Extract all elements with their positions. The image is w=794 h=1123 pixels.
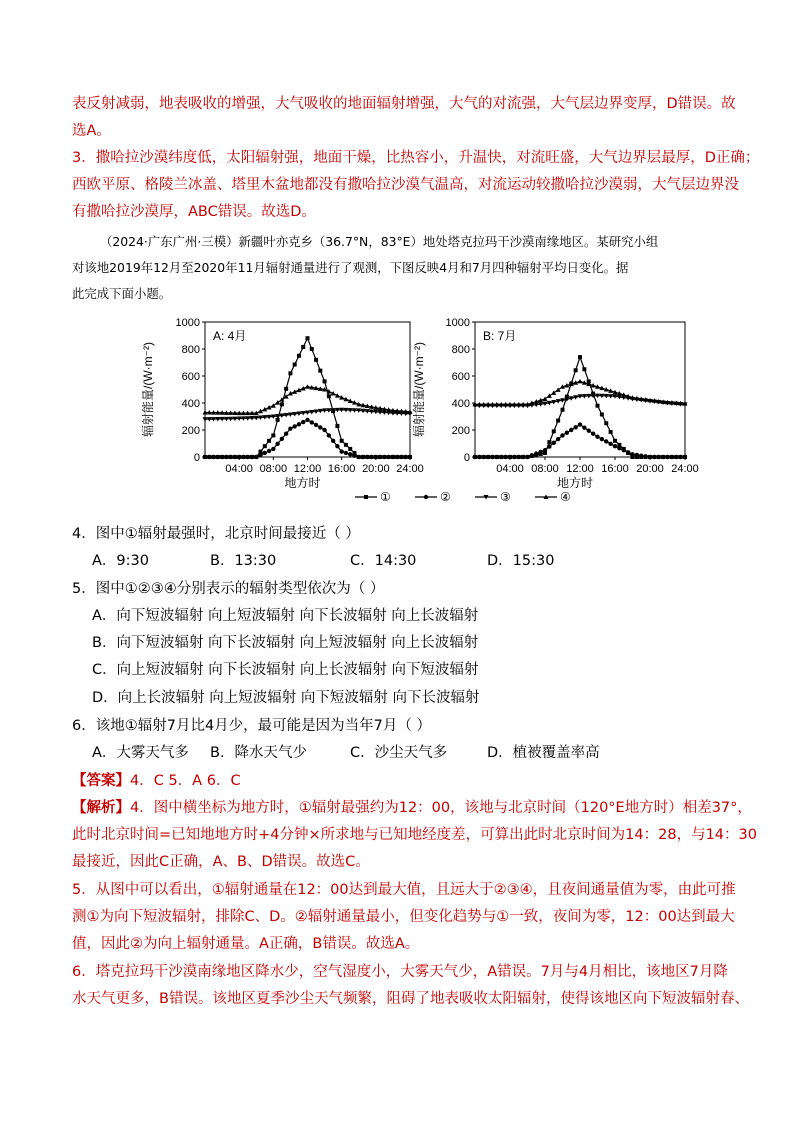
series-point-2 xyxy=(374,455,378,459)
q5-option-b[interactable]: B．向下短波辐射 向下长波辐射 向上短波辐射 向上长波辐射 xyxy=(92,635,479,651)
series-point-1 xyxy=(600,412,604,416)
series-point-2 xyxy=(525,455,529,459)
series-point-2 xyxy=(216,455,220,459)
series-point-2 xyxy=(228,455,232,459)
x-tick-label: 12:00 xyxy=(293,463,322,475)
series-point-2 xyxy=(395,455,399,459)
series-point-1 xyxy=(318,369,322,373)
series-point-2 xyxy=(331,439,335,443)
series-point-1 xyxy=(327,394,331,398)
x-tick-label: 08:00 xyxy=(531,463,559,475)
analysis-line: 选A。 xyxy=(72,123,111,139)
series-point-2 xyxy=(335,444,339,448)
x-tick-label: 24:00 xyxy=(396,463,424,475)
series-point-1 xyxy=(310,347,314,351)
analysis-line: 水天气更多，B错误。该地区夏季沙尘天气频繁，阻碍了地表吸收太阳辐射，使得该地区向下短波辐射春、 xyxy=(72,991,749,1007)
series-point-2 xyxy=(207,455,211,459)
series-point-2 xyxy=(250,455,254,459)
series-point-2 xyxy=(271,447,275,451)
series-point-2 xyxy=(399,455,403,459)
series-point-2 xyxy=(617,446,621,450)
y-tick-label: 600 xyxy=(181,371,200,383)
legend-label: ③ xyxy=(500,490,511,504)
series-point-2 xyxy=(237,455,241,459)
series-point-1 xyxy=(609,430,613,434)
series-point-2 xyxy=(310,420,314,424)
series-point-2 xyxy=(408,455,412,459)
series-point-2 xyxy=(490,455,494,459)
series-point-2 xyxy=(203,455,207,459)
intro-line: 此完成下面小题。 xyxy=(72,286,172,301)
radiation-charts xyxy=(140,312,700,512)
analysis-line: 3．撒哈拉沙漠纬度低，太阳辐射强，地面干燥，比热容小，升温快，对流旺盛，大气边界层最厚，D正确； xyxy=(72,150,760,166)
series-point-2 xyxy=(547,444,551,448)
analysis-line: 5．从图中可以看出，①辐射通量在12：00达到最大值，且远大于②③④，且夜间通量值为零，由此可推 xyxy=(72,882,736,898)
series-point-2 xyxy=(288,426,292,430)
series-point-2 xyxy=(305,418,309,422)
series-point-2 xyxy=(322,428,326,432)
series-point-1 xyxy=(306,336,310,340)
y-tick-label: 600 xyxy=(451,371,470,383)
question-6-stem: 6．该地①辐射7月比4月少，最可能是因为当年7月（ ） xyxy=(72,718,432,734)
chart-title: A: 4月 xyxy=(213,329,247,343)
series-line-2 xyxy=(475,425,685,457)
intro-line: 对该地2019年12月至2020年11月辐射通量进行了观测，下图反映4月和7月四种辐射平均日变化。据 xyxy=(72,260,629,275)
series-point-2 xyxy=(657,455,661,459)
series-point-2 xyxy=(344,451,348,455)
series-point-2 xyxy=(643,454,647,458)
series-point-2 xyxy=(683,455,687,459)
series-point-2 xyxy=(508,455,512,459)
series-point-2 xyxy=(503,455,507,459)
series-point-2 xyxy=(543,448,547,452)
series-point-2 xyxy=(352,453,356,457)
series-point-2 xyxy=(473,455,477,459)
series-point-2 xyxy=(578,422,582,426)
series-point-1 xyxy=(613,439,617,443)
series-point-1 xyxy=(284,387,288,391)
series-point-1 xyxy=(301,345,305,349)
q4-option-c[interactable]: C．14:30 xyxy=(350,553,417,569)
x-tick-label: 04:00 xyxy=(496,463,524,475)
series-line-2 xyxy=(205,420,410,457)
y-tick-label: 200 xyxy=(181,425,200,437)
series-point-2 xyxy=(482,455,486,459)
series-point-1 xyxy=(561,408,565,412)
y-tick-label: 400 xyxy=(451,398,470,410)
series-point-1 xyxy=(335,424,339,428)
series-point-2 xyxy=(361,455,365,459)
y-tick-label: 1000 xyxy=(445,317,470,329)
series-point-2 xyxy=(552,441,556,445)
x-tick-label: 24:00 xyxy=(671,463,699,475)
x-axis-label: 地方时 xyxy=(284,476,321,490)
series-point-1 xyxy=(596,404,600,408)
q5-option-d[interactable]: D．向上长波辐射 向上短波辐射 向下短波辐射 向下长波辐射 xyxy=(92,690,480,706)
y-axis-label: 辐射能量/(W·m⁻²) xyxy=(412,342,426,437)
series-point-2 xyxy=(258,453,262,457)
series-point-2 xyxy=(486,455,490,459)
series-point-2 xyxy=(499,455,503,459)
answer-text: 4．C 5．A 6．C xyxy=(130,773,241,789)
series-point-1 xyxy=(578,355,582,359)
series-point-2 xyxy=(233,455,237,459)
series-point-2 xyxy=(595,435,599,439)
series-point-2 xyxy=(512,455,516,459)
series-point-1 xyxy=(344,443,348,447)
series-point-1 xyxy=(263,444,267,448)
series-point-2 xyxy=(297,422,301,426)
q6-option-a[interactable]: A．大雾天气多 xyxy=(92,745,189,761)
series-point-2 xyxy=(565,431,569,435)
series-point-2 xyxy=(582,425,586,429)
series-point-2 xyxy=(246,455,250,459)
series-point-1 xyxy=(280,402,284,406)
series-point-1 xyxy=(552,429,556,433)
q5-option-a[interactable]: A．向下短波辐射 向上短波辐射 向下长波辐射 向上长波辐射 xyxy=(92,608,479,624)
series-point-2 xyxy=(517,455,521,459)
y-tick-label: 0 xyxy=(463,452,470,464)
series-point-2 xyxy=(635,453,639,457)
q6-option-b[interactable]: B．降水天气少 xyxy=(210,745,307,761)
y-tick-label: 1000 xyxy=(175,317,200,329)
intro-line: （2024·广东广州·三模）新疆叶亦克乡（36.7°N，83°E）地处塔克拉玛干沙漠南缘地区。某研究小组 xyxy=(100,234,659,249)
analysis-line: 有撒哈拉沙漠厚，ABC错误。故选D。 xyxy=(72,204,316,220)
series-point-2 xyxy=(254,455,258,459)
legend-marker xyxy=(364,495,368,499)
series-point-2 xyxy=(652,455,656,459)
series-point-2 xyxy=(267,449,271,453)
series-point-2 xyxy=(369,455,373,459)
legend-label: ① xyxy=(380,490,391,504)
series-point-1 xyxy=(271,433,275,437)
series-point-1 xyxy=(314,358,318,362)
series-point-2 xyxy=(556,437,560,441)
series-point-2 xyxy=(378,455,382,459)
analysis-line: 此时北京时间=已知地地方时+4分钟×所求地与已知地经度差，可算出此时北京时间为14：28，与14：30 xyxy=(72,827,757,843)
series-point-2 xyxy=(284,432,288,436)
series-point-1 xyxy=(604,421,608,425)
series-point-1 xyxy=(267,439,271,443)
x-tick-label: 04:00 xyxy=(225,463,253,475)
series-point-4 xyxy=(578,379,583,384)
answer-line xyxy=(72,771,241,791)
series-point-2 xyxy=(495,455,499,459)
series-point-1 xyxy=(288,371,292,375)
series-point-1 xyxy=(582,367,586,371)
x-tick-label: 08:00 xyxy=(259,463,288,475)
series-point-2 xyxy=(263,451,267,455)
series-point-2 xyxy=(365,455,369,459)
series-point-1 xyxy=(574,368,578,372)
series-point-2 xyxy=(275,442,279,446)
series-point-1 xyxy=(293,363,297,367)
x-tick-label: 12:00 xyxy=(566,463,594,475)
q4-option-a[interactable]: A．9:30 xyxy=(92,553,149,569)
question-5-stem: 5．图中①②③④分别表示的辐射类型依次为（ ） xyxy=(72,581,385,597)
series-point-1 xyxy=(556,419,560,423)
series-point-2 xyxy=(318,425,322,429)
x-axis-label: 地方时 xyxy=(556,476,594,490)
analysis-line: 6．塔克拉玛干沙漠南缘地区降水少，空气湿度小，大雾天气少，A错误。7月与4月相比，该地区7月降 xyxy=(72,964,728,980)
answer-label: 【答案】 xyxy=(72,773,130,789)
y-tick-label: 800 xyxy=(181,344,200,356)
series-point-2 xyxy=(292,424,296,428)
analysis-text: 4．图中横坐标为地方时，①辐射最强约为12：00，该地与北京时间（120°E地方时）相差37°， xyxy=(130,800,752,816)
series-point-2 xyxy=(404,455,408,459)
series-point-2 xyxy=(314,423,318,427)
x-tick-label: 20:00 xyxy=(636,463,664,475)
legend-label: ② xyxy=(440,490,451,504)
series-point-2 xyxy=(661,455,665,459)
q6-option-c[interactable]: C．沙尘天气多 xyxy=(350,745,448,761)
series-point-2 xyxy=(573,425,577,429)
series-point-2 xyxy=(301,420,305,424)
series-point-1 xyxy=(297,354,301,358)
series-point-2 xyxy=(600,437,604,441)
series-point-2 xyxy=(665,455,669,459)
series-point-2 xyxy=(639,453,643,457)
series-point-2 xyxy=(538,450,542,454)
legend-label: ④ xyxy=(560,490,571,504)
legend-marker xyxy=(424,495,428,499)
series-point-1 xyxy=(348,447,352,451)
series-point-2 xyxy=(348,452,352,456)
y-tick-label: 400 xyxy=(181,398,200,410)
analysis-line: 最接近，因此C正确，A、B、D错误。故选C。 xyxy=(72,854,370,870)
y-axis-label: 辐射能量/(W·m⁻²) xyxy=(141,342,155,437)
series-point-2 xyxy=(591,432,595,436)
series-point-1 xyxy=(340,439,344,443)
x-tick-label: 16:00 xyxy=(327,463,356,475)
x-tick-label: 20:00 xyxy=(362,463,390,475)
question-4-stem: 4．图中①辐射最强时，北京时间最接近（ ） xyxy=(72,526,360,542)
series-point-2 xyxy=(241,455,245,459)
analysis-line: 值，因此②为向上辐射通量。A正确，B错误。故选A。 xyxy=(72,936,420,952)
series-point-2 xyxy=(648,455,652,459)
series-point-2 xyxy=(626,450,630,454)
series-line-1 xyxy=(475,357,685,457)
series-point-2 xyxy=(560,433,564,437)
x-tick-label: 16:00 xyxy=(601,463,629,475)
series-point-2 xyxy=(530,453,534,457)
analysis-line: 表反射减弱，地表吸收的增强，大气吸收的地面辐射增强，大气的对流强，大气层边界变厚，D错误。故 xyxy=(72,96,736,112)
series-point-2 xyxy=(339,449,343,453)
series-point-2 xyxy=(357,455,361,459)
series-point-2 xyxy=(534,451,538,455)
series-point-2 xyxy=(391,455,395,459)
analysis-line: 测①为向下短波辐射，排除C、D。②辐射通量最小，但变化趋势与①一致，夜间为零，12：00达到最大 xyxy=(72,909,735,925)
series-point-2 xyxy=(670,455,674,459)
series-point-2 xyxy=(630,452,634,456)
y-tick-label: 0 xyxy=(193,452,200,464)
series-point-2 xyxy=(382,455,386,459)
series-point-1 xyxy=(547,440,551,444)
series-point-2 xyxy=(587,428,591,432)
series-point-2 xyxy=(327,433,331,437)
series-point-2 xyxy=(220,455,224,459)
series-point-2 xyxy=(224,455,228,459)
series-point-2 xyxy=(613,444,617,448)
series-point-2 xyxy=(674,455,678,459)
chart-title: B: 7月 xyxy=(483,329,517,343)
q4-option-d[interactable]: D．15:30 xyxy=(487,553,555,569)
series-point-2 xyxy=(604,439,608,443)
series-point-2 xyxy=(477,455,481,459)
q5-option-c[interactable]: C．向上短波辐射 向下长波辐射 向上长波辐射 向下短波辐射 xyxy=(92,662,479,678)
series-point-2 xyxy=(608,442,612,446)
series-point-2 xyxy=(280,437,284,441)
analysis-label: 【解析】 xyxy=(72,800,130,816)
series-point-1 xyxy=(323,379,327,383)
series-point-2 xyxy=(569,428,573,432)
series-point-2 xyxy=(386,455,390,459)
q6-option-d[interactable]: D．植被覆盖率高 xyxy=(487,745,600,761)
analysis-line: 西欧平原、格陵兰冰盖、塔里木盆地都没有撒哈拉沙漠气温高，对流运动较撒哈拉沙漠弱，大气层边界没 xyxy=(72,177,739,193)
analysis-line xyxy=(72,798,752,818)
y-tick-label: 200 xyxy=(451,425,470,437)
series-point-2 xyxy=(211,455,215,459)
q4-option-b[interactable]: B．13:30 xyxy=(210,553,277,569)
series-point-2 xyxy=(622,448,626,452)
series-point-2 xyxy=(678,455,682,459)
series-point-2 xyxy=(521,455,525,459)
series-line-1 xyxy=(205,338,410,457)
y-tick-label: 800 xyxy=(451,344,470,356)
